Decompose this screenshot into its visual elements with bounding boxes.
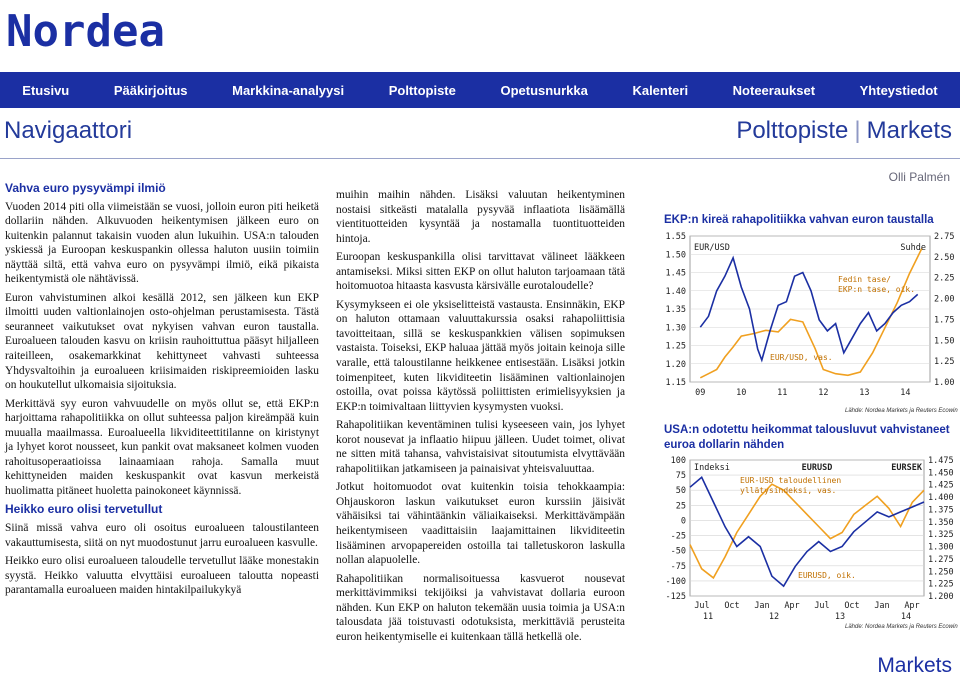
paragraph: Siinä missä vahva euro oli osoitus euroalueen taloustilanteen vakauttumisesta, siitä on nyt muodostunut jarru euroalueen kasvulle.	[5, 522, 319, 549]
right-tick-label: 1.25	[934, 357, 955, 368]
right-tick-label: 1.50	[934, 336, 955, 347]
year-tick-label: 12	[768, 612, 780, 622]
x-tick-label: 13	[859, 388, 870, 398]
markets-logo: Markets	[877, 654, 952, 677]
left-tick-label: -100	[665, 576, 686, 587]
left-tick-label: 1.50	[665, 250, 686, 261]
paragraph: Euron vahvistuminen alkoi kesällä 2012, sen jälkeen kun EKP ilmoitti uuden valtionlainojen osto-ohjelman perustamisesta. Tästä seuranneet vaikutukset ovat nykyisen vahvan euron taustalla. Euroalueen talouden kasvu on kriisin rauhoittuttua pääsyt hiljalleen raiteilleen, osakemarkkinat kehittyneet vahvasti suhteessa Yhdysvaltoihin ja euroalueen kriisimaiden riskipreemioiden lasku on houkutellut ulkomaisia sijoituksia.	[5, 291, 319, 392]
left-tick-label: 1.20	[665, 359, 686, 370]
paragraph: muihin maihin nähden. Lisäksi valuutan heikentyminen nostaisi sitkeästi matalalla pysyvää inflaatiota lisäämällä vientituotteiden kysyntää ja nostamalla tuontituotteiden hintoja.	[336, 189, 625, 245]
x-tick-label: 12	[818, 388, 829, 398]
right-tick-label: 1.375	[928, 505, 954, 516]
paragraph: Jotkut hoitomuodot ovat kuitenkin toisia tehokkaampia: Ohjauskoron laskun vaikutukset euron kurssiin jäisivät vähäisiksi tai vähintäänkin väliaikaiseksi. Merkittävämpään heikentymiseen vaadittaisiin laajamittainen likviditeetin lisääminen arvopapereiden ostoilla tai talletuskoron laskulla nollan alapuolelle.	[336, 481, 625, 567]
series-label-1b: yllätysindeksi, vas.	[740, 486, 837, 495]
series-label-1: Fedin tase/	[838, 275, 891, 284]
x-tick-label: Apr	[784, 601, 800, 611]
series-label-1: EUR-USD taloudellinen	[740, 476, 842, 485]
nordea-logo	[6, 6, 196, 54]
x-tick-label: Jul	[694, 601, 710, 611]
right-tick-label: 1.00	[934, 378, 955, 388]
nav-noteeraukset[interactable]: Noteeraukset	[732, 82, 816, 98]
logo-text: Nordea	[6, 6, 165, 54]
left-tick-label: 75	[675, 471, 686, 482]
year-tick-label: 11	[702, 612, 714, 622]
left-tick-label: -125	[665, 592, 686, 602]
left-tick-label: 1.15	[665, 378, 686, 388]
left-tick-label: 1.40	[665, 286, 686, 297]
right-tick-label: 1.325	[928, 530, 954, 541]
right-tick-label: 1.225	[928, 579, 954, 590]
left-tick-label: 1.55	[665, 232, 686, 242]
x-tick-label: Apr	[904, 601, 920, 611]
paragraph: Rahapolitiikan keventäminen tulisi kyseeseen vain, jos lyhyet korot nousevat ja inflaatio hiipuu jälleen. Uudet toimet, olivat ne sitten mitä tahansa, vahvistaisivat sitoutumista elvyttävään rahapolitiikan jatkamiseen ja painaisivat yhteisvaluuttaa.	[336, 419, 625, 475]
page-title-sub: Markets	[866, 117, 952, 144]
left-tick-label: 0	[680, 516, 686, 527]
series-label-2: EURUSD, oik.	[798, 571, 856, 580]
paragraph: Heikko euro olisi euroalueen taloudelle tervetullut lääke monestakin syystä. Heikko valuutta elvyttäisi euroalueen taloutta nopeasti parantamalla euroalueen maiden hintakilpailukykyä	[5, 555, 319, 597]
left-tick-label: 25	[675, 501, 686, 512]
paragraph: Merkittävä syy euron vahvuudelle on myös ollut se, että EKP:n harjoittama rahapolitiikka on ollut suhteessa paljon kireämpää kuin muualla maailmassa. Euroalueella likviditeettitilanne on kiristynyt ja lyhyet korot nousseet, kun pankit ovat maksaneet kolmen vuoden rahoitusoperaatioissa lainaamiaan rahoja. Samalla muut kehittyneiden maiden keskuspankit ovat kasvun merkeistä huolimatta pitäneet huoletta painokoneet käynnissä.	[5, 397, 319, 497]
series-line-1	[690, 484, 924, 578]
right-tick-label: 2.50	[934, 252, 955, 263]
center-label: EURUSD	[801, 463, 833, 473]
nav-paakirjoitus[interactable]: Pääkirjoitus	[113, 82, 188, 98]
nav-yhteystiedot[interactable]: Yhteystiedot	[859, 82, 938, 98]
right-tick-label: 1.250	[928, 567, 954, 578]
article-heading: Vahva euro pysyvämpi ilmiö	[5, 181, 166, 195]
series-label-1b: EKP:n tase, oik.	[838, 285, 916, 294]
nav-kalenteri[interactable]: Kalenteri	[632, 82, 689, 98]
right-tick-label: 1.475	[928, 456, 954, 466]
right-tick-label: 1.300	[928, 542, 954, 553]
left-tick-label: 100	[670, 456, 686, 466]
right-tick-label: 1.425	[928, 480, 954, 491]
chart-2-title: USA:n odotettu heikommat talousluvut vahvistaneet euroa dollarin nähden	[664, 424, 950, 451]
chart-2-source: Lähde: Nordea Markets ja Reuters Ecowin	[845, 624, 958, 630]
x-tick-label: Oct	[724, 601, 740, 611]
x-tick-label: 10	[736, 388, 747, 398]
x-tick-label: Jan	[754, 601, 770, 611]
x-tick-label: Oct	[844, 601, 860, 611]
left-tick-label: 1.30	[665, 323, 686, 334]
left-tick-label: -50	[670, 546, 686, 557]
right-tick-label: 1.75	[934, 315, 955, 326]
left-axis-label: EUR/USD	[694, 243, 730, 253]
left-tick-label: 1.35	[665, 305, 686, 315]
series-label-2: EUR/USD, vas.	[770, 353, 833, 362]
right-tick-label: 2.00	[934, 294, 955, 305]
nav-polttopiste[interactable]: Polttopiste	[388, 82, 456, 98]
nav-etusivu[interactable]: Etusivu	[22, 82, 70, 98]
x-tick-label: 14	[900, 388, 911, 398]
article-column-2	[336, 188, 625, 648]
year-tick-label: 13	[834, 612, 846, 622]
paragraph: Vuoden 2014 piti olla viimeistään se vuosi, jolloin euron piti heiketä dollariin nähden. Alkuvuoden heikentymisen jälkeen euro on kuitenkin palannut takaisin vuoden alun lukuihin. USA:n talouden yskiessä ja Euroopan keskuspankin ollessa haluton uusiin toimiin näyttää siltä, että vahva euro on pysyvämpi ilmiö, eikä pikaista heikentymistä ole nähtävissä.	[5, 200, 319, 286]
year-tick-label: 14	[900, 612, 912, 622]
x-tick-label: 09	[695, 388, 706, 398]
x-tick-label: Jan	[874, 601, 890, 611]
title-separator: |	[854, 117, 861, 144]
right-tick-label: 1.450	[928, 468, 954, 479]
paragraph: Kysymykseen ei ole yksiselitteistä vastausta. Ensinnäkin, EKP on haluton ottamaan valuuttakurssia osaksi rahapoliittisia tavoitteitaan, sillä se keskuspankkien välisen sopimuksen vastaista. Toiseksi, EKP haluaa jättää myös joitain keinoja sille varalle, että taloustilanne heikkenee entisestään. Lisäksi jotkin toimenpiteet, kuten likviditeetin lisääminen valtionlainojen ostoilla, ovat poissa käytössä poliittisten erimielisyyksien ja EKP:n toimivaltaan liittyvien kysymysten vuoksi.	[336, 298, 625, 413]
nav-opetusnurkka[interactable]: Opetusnurkka	[500, 82, 588, 98]
left-tick-label: 50	[675, 486, 686, 497]
left-tick-label: -25	[670, 531, 686, 542]
right-tick-label: 1.200	[928, 592, 954, 602]
right-tick-label: 2.75	[934, 232, 955, 242]
x-tick-label: Jul	[814, 601, 830, 611]
right-tick-label: 1.350	[928, 517, 954, 528]
chart-1-source: Lähde: Nordea Markets ja Reuters Ecowin	[845, 408, 958, 414]
author-name: Olli Palmén	[888, 170, 950, 184]
right-axis-label: Suhde	[900, 243, 926, 253]
right-tick-label: 1.400	[928, 493, 954, 504]
paragraph: Rahapolitiikan normalisoituessa kasvuerot nousevat merkittävimmiksi tekijöiksi ja vahvistavat dollaria euroon nähden. Kun EKP on haluton tekemään uusia toimia ja USA:n talousdata jää toistuvasti odotuksista, merkittäviä perusteita euron heikentymiselle ei kuitenkaan tällä hetkellä ole.	[336, 572, 625, 643]
x-tick-label: 11	[777, 388, 788, 398]
paragraph: Euroopan keskuspankilla olisi tarvittavat välineet lääkkeen antamiseksi. Miksi sitten EKP on ollut haluton tarjoamaan tätä hoitomuotoa hitaasta kasvusta kärsivälle eurotaloudelle?	[336, 251, 625, 293]
left-tick-label: 1.45	[665, 268, 686, 279]
main-nav	[0, 72, 960, 108]
chart-1-title: EKP:n kireä rahapolitiikka vahvan euron taustalla	[664, 214, 934, 226]
left-tick-label: -75	[670, 561, 686, 572]
chart-2	[662, 454, 958, 624]
page-title-main: Polttopiste	[736, 117, 849, 144]
left-tick-label: 1.25	[665, 341, 686, 352]
left-axis-label: Indeksi	[694, 463, 730, 473]
page-title	[736, 117, 952, 145]
header-divider	[0, 158, 960, 159]
chart-1	[662, 230, 958, 408]
article-column-1	[5, 181, 319, 602]
section-title: Navigaattori	[4, 117, 133, 144]
right-axis-label: EURSEK	[891, 463, 922, 473]
nav-markkina-analyysi[interactable]: Markkina-analyysi	[232, 82, 345, 98]
right-tick-label: 1.275	[928, 554, 954, 565]
right-tick-label: 2.25	[934, 273, 955, 284]
article-subheading: Heikko euro olisi tervetullut	[5, 502, 163, 517]
